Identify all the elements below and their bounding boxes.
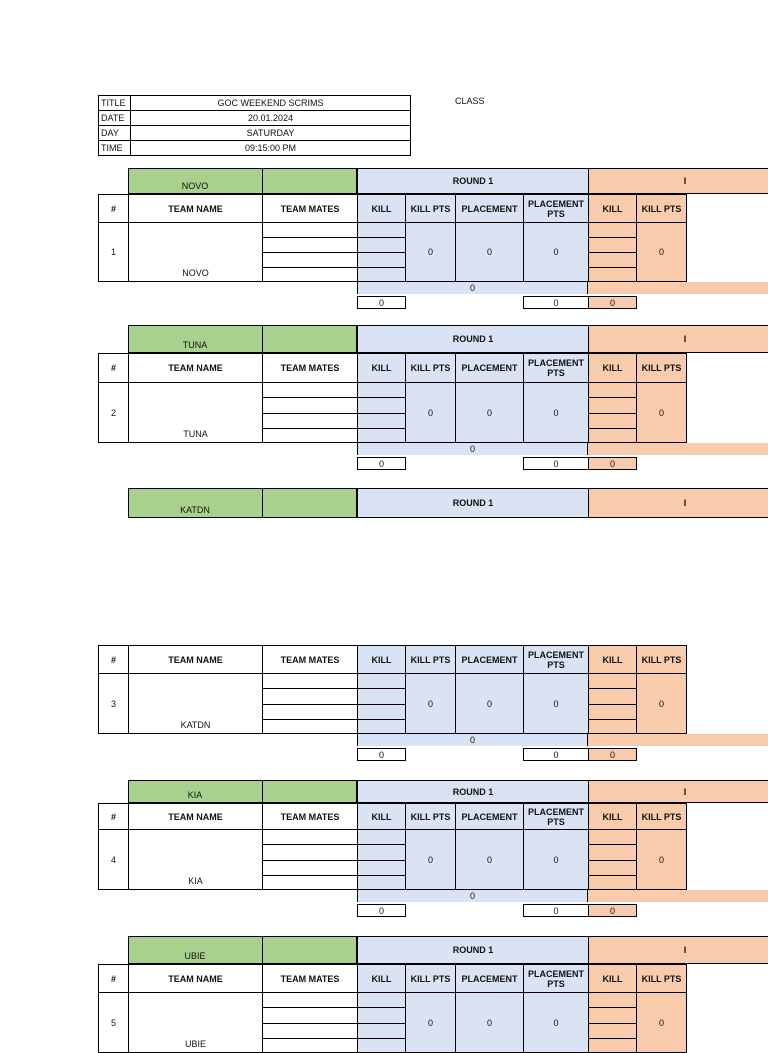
kill-divider <box>357 844 405 845</box>
col-team-name: TEAM NAME <box>128 194 263 223</box>
row-placement[interactable]: 0 <box>455 829 524 890</box>
col-kill-pts: KILL PTS <box>405 803 456 830</box>
kill-r2-divider <box>588 428 636 429</box>
sum-kill-box: 0 <box>357 748 406 761</box>
team-title-name: TUNA <box>182 340 208 350</box>
col-team-name: TEAM NAME <box>128 803 263 830</box>
kill-divider <box>357 1038 405 1039</box>
row-number: 5 <box>98 992 129 1053</box>
round-2-header <box>588 168 768 194</box>
col-placement-pts: PLACEMENT PTS <box>523 353 589 383</box>
team-title-name: NOVO <box>181 181 209 191</box>
round-total: 0 <box>357 443 588 455</box>
kill-r2-divider <box>588 875 636 876</box>
row-kill-pts: 0 <box>405 829 456 890</box>
sum-kill-box: 0 <box>357 457 406 470</box>
row-placement[interactable]: 0 <box>455 992 524 1053</box>
col-placement-pts: PLACEMENT PTS <box>523 194 589 223</box>
sum-placement-box: 0 <box>523 748 589 761</box>
col-placement: PLACEMENT <box>455 964 524 993</box>
kill-divider <box>357 1007 405 1008</box>
mate-divider <box>262 688 357 689</box>
kill-r2-divider <box>588 413 636 414</box>
kill-r2-divider <box>588 719 636 720</box>
class-label: CLASS <box>455 96 485 106</box>
col-kill: KILL <box>357 194 406 223</box>
col-placement-pts: PLACEMENT PTS <box>523 964 589 993</box>
mate-divider <box>262 1038 357 1039</box>
mate-divider <box>262 844 357 845</box>
col-kill-r2: KILL <box>588 964 637 993</box>
kill-r2-divider <box>588 267 636 268</box>
sum-placement-box: 0 <box>523 904 589 917</box>
col-team-name: TEAM NAME <box>128 964 263 993</box>
info-label: TITLE <box>99 96 131 111</box>
col-num: # <box>98 645 129 674</box>
row-team-name[interactable]: KIA <box>128 829 263 890</box>
sum-kill-r2-box: 0 <box>588 296 637 309</box>
round-1-header: ROUND 1 <box>357 325 589 353</box>
row-kill-pts: 0 <box>405 673 456 734</box>
sum-kill-box: 0 <box>357 296 406 309</box>
col-kill-r2: KILL <box>588 353 637 383</box>
kill-r2-divider <box>588 688 636 689</box>
mate-divider <box>262 875 357 876</box>
round-1-header: ROUND 1 <box>357 168 589 194</box>
col-placement: PLACEMENT <box>455 645 524 674</box>
row-kill-pts-r2: 0 <box>636 382 687 443</box>
round-2-header <box>588 780 768 803</box>
round-total: 0 <box>357 282 588 294</box>
col-kill-r2: KILL <box>588 645 637 674</box>
row-team-name[interactable]: TUNA <box>128 382 263 443</box>
round-1-header: ROUND 1 <box>357 936 589 964</box>
mate-divider <box>262 719 357 720</box>
kill-r2-divider <box>588 397 636 398</box>
row-team-name[interactable]: NOVO <box>128 222 263 282</box>
row-placement-pts: 0 <box>523 382 589 443</box>
team-title-blank <box>262 168 357 194</box>
mate-divider <box>262 237 357 238</box>
row-kill-pts-r2: 0 <box>636 673 687 734</box>
sum-kill-r2-box: 0 <box>588 748 637 761</box>
col-placement: PLACEMENT <box>455 803 524 830</box>
col-team-mates: TEAM MATES <box>262 645 358 674</box>
kill-divider <box>357 875 405 876</box>
kill-r2-divider <box>588 1038 636 1039</box>
col-kill: KILL <box>357 353 406 383</box>
mate-divider <box>262 413 357 414</box>
team-title-name: KATDN <box>180 505 210 515</box>
round-1-header: ROUND 1 <box>357 488 589 518</box>
col-kill: KILL <box>357 803 406 830</box>
round-1-header: ROUND 1 <box>357 780 589 803</box>
round-2-header-label: I <box>683 334 687 344</box>
round-2-header <box>588 325 768 353</box>
col-kill-pts: KILL PTS <box>405 353 456 383</box>
info-value[interactable]: 09:15:00 PM <box>131 141 411 156</box>
row-kill-pts: 0 <box>405 992 456 1053</box>
mate-divider <box>262 397 357 398</box>
team-title-blank <box>262 780 357 803</box>
col-kill-r2: KILL <box>588 194 637 223</box>
col-kill-pts-r2: KILL PTS <box>636 194 687 223</box>
info-row-title <box>99 96 411 111</box>
info-row-day <box>99 126 411 141</box>
row-placement-pts: 0 <box>523 992 589 1053</box>
event-info-table <box>98 95 411 156</box>
col-kill-pts: KILL PTS <box>405 194 456 223</box>
kill-r2-divider <box>588 237 636 238</box>
kill-divider <box>357 860 405 861</box>
col-kill-pts: KILL PTS <box>405 645 456 674</box>
col-placement: PLACEMENT <box>455 353 524 383</box>
col-kill: KILL <box>357 645 406 674</box>
row-placement-pts: 0 <box>523 222 589 282</box>
info-label: TIME <box>99 141 131 156</box>
mate-divider <box>262 252 357 253</box>
kill-divider <box>357 267 405 268</box>
row-team-name[interactable]: KATDN <box>128 673 263 734</box>
round-2-header-label: I <box>683 786 687 797</box>
col-kill-pts-r2: KILL PTS <box>636 353 687 383</box>
kill-r2-divider <box>588 860 636 861</box>
col-num: # <box>98 964 129 993</box>
mate-divider <box>262 704 357 705</box>
sum-placement-box: 0 <box>523 296 589 309</box>
kill-r2-divider <box>588 1007 636 1008</box>
col-kill-pts-r2: KILL PTS <box>636 645 687 674</box>
col-placement-pts: PLACEMENT PTS <box>523 803 589 830</box>
col-kill-pts-r2: KILL PTS <box>636 964 687 993</box>
round-2-header <box>588 488 768 518</box>
kill-divider <box>357 237 405 238</box>
col-kill: KILL <box>357 964 406 993</box>
row-team-name[interactable]: UBIE <box>128 992 263 1053</box>
row-number: 4 <box>98 829 129 890</box>
col-kill-r2: KILL <box>588 803 637 830</box>
kill-divider <box>357 397 405 398</box>
mate-divider <box>262 428 357 429</box>
row-placement[interactable]: 0 <box>455 222 524 282</box>
round-2-header-label: I <box>683 176 687 186</box>
row-placement[interactable]: 0 <box>455 673 524 734</box>
row-kill-pts: 0 <box>405 382 456 443</box>
row-number: 3 <box>98 673 129 734</box>
col-placement: PLACEMENT <box>455 194 524 223</box>
info-label: DAY <box>99 126 131 141</box>
round-2-total-strip <box>588 734 768 746</box>
round-total: 0 <box>357 734 588 746</box>
row-placement-pts: 0 <box>523 673 589 734</box>
team-title-blank <box>262 488 357 518</box>
col-num: # <box>98 194 129 223</box>
col-team-name: TEAM NAME <box>128 645 263 674</box>
team-title-blank <box>262 936 357 964</box>
kill-r2-divider <box>588 252 636 253</box>
round-2-header-label: I <box>683 945 687 955</box>
kill-divider <box>357 252 405 253</box>
kill-divider <box>357 704 405 705</box>
kill-divider <box>357 413 405 414</box>
row-kill-pts-r2: 0 <box>636 992 687 1053</box>
col-team-name: TEAM NAME <box>128 353 263 383</box>
row-number: 1 <box>98 222 129 282</box>
kill-divider <box>357 719 405 720</box>
round-2-total-strip <box>588 890 768 902</box>
round-2-total-strip <box>588 443 768 455</box>
col-team-mates: TEAM MATES <box>262 194 358 223</box>
sum-kill-box: 0 <box>357 904 406 917</box>
col-kill-pts-r2: KILL PTS <box>636 803 687 830</box>
row-kill-pts-r2: 0 <box>636 829 687 890</box>
row-kill-pts-r2: 0 <box>636 222 687 282</box>
round-2-header-label: I <box>683 498 687 508</box>
row-placement-pts: 0 <box>523 829 589 890</box>
row-kill-pts: 0 <box>405 222 456 282</box>
col-team-mates: TEAM MATES <box>262 353 358 383</box>
round-2-total-strip <box>588 282 768 294</box>
info-row-date <box>99 111 411 126</box>
col-num: # <box>98 803 129 830</box>
col-team-mates: TEAM MATES <box>262 803 358 830</box>
team-title-name: KIA <box>187 790 203 800</box>
round-total: 0 <box>357 890 588 902</box>
col-team-mates: TEAM MATES <box>262 964 358 993</box>
team-title-name: UBIE <box>184 951 206 961</box>
mate-divider <box>262 1007 357 1008</box>
kill-r2-divider <box>588 844 636 845</box>
info-row-time <box>99 141 411 156</box>
kill-divider <box>357 688 405 689</box>
col-kill-pts: KILL PTS <box>405 964 456 993</box>
team-title-blank <box>262 325 357 353</box>
col-placement-pts: PLACEMENT PTS <box>523 645 589 674</box>
mate-divider <box>262 860 357 861</box>
info-value[interactable]: SATURDAY <box>131 126 411 141</box>
sum-placement-box: 0 <box>523 457 589 470</box>
info-value[interactable]: GOC WEEKEND SCRIMS <box>131 96 411 111</box>
kill-r2-divider <box>588 704 636 705</box>
sum-kill-r2-box: 0 <box>588 904 637 917</box>
col-num: # <box>98 353 129 383</box>
row-number: 2 <box>98 382 129 443</box>
mate-divider <box>262 267 357 268</box>
sum-kill-r2-box: 0 <box>588 457 637 470</box>
round-2-header <box>588 936 768 964</box>
info-label: DATE <box>99 111 131 126</box>
row-placement[interactable]: 0 <box>455 382 524 443</box>
info-value[interactable]: 20.01.2024 <box>131 111 411 126</box>
kill-divider <box>357 428 405 429</box>
